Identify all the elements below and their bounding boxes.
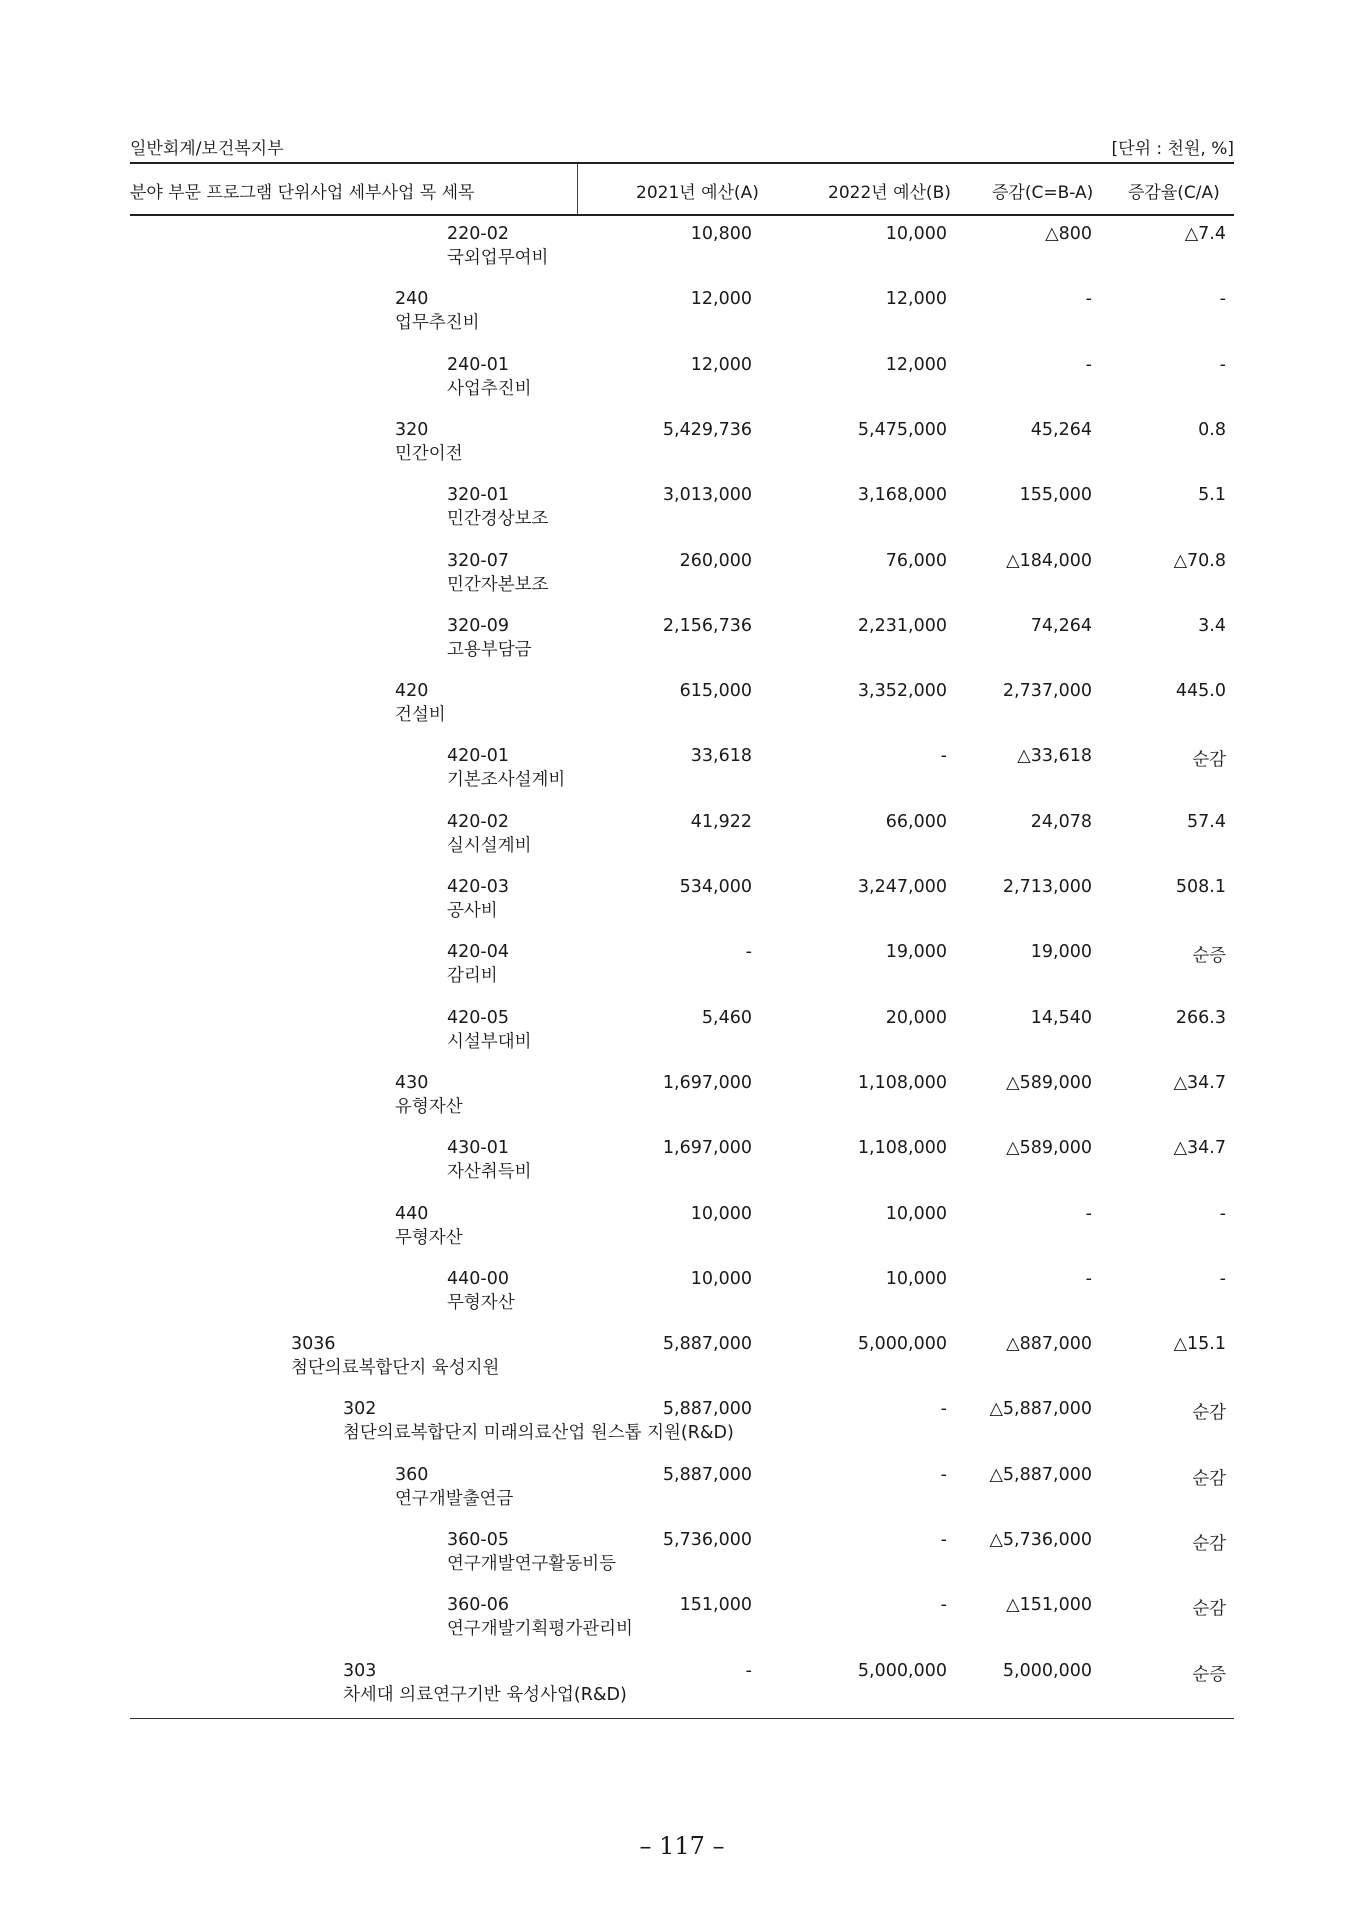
row-budget-2022: 1,108,000 [857, 1072, 947, 1093]
row-budget-2021: 10,000 [690, 1203, 752, 1224]
header-divider [577, 164, 578, 216]
row-budget-2021: 33,618 [690, 746, 752, 767]
row-name: 실시설계비 [447, 835, 532, 856]
row-code: 430 [395, 1072, 429, 1093]
row-change: 5,000,000 [1002, 1660, 1092, 1681]
table-row [130, 222, 1234, 287]
row-budget-2021: 41,922 [690, 811, 752, 832]
row-change-rate: 순감 [1192, 1534, 1226, 1554]
row-change-rate: - [1219, 354, 1226, 375]
row-name: 자산취득비 [447, 1162, 532, 1183]
row-budget-2021: 12,000 [690, 354, 752, 375]
row-change-rate: 445.0 [1175, 681, 1226, 702]
account-label: 일반회계/보건복지부 [130, 139, 284, 159]
row-budget-2022: - [940, 1399, 947, 1420]
row-budget-2021: 151,000 [679, 1595, 752, 1616]
row-code: 320-07 [447, 550, 509, 571]
row-name: 첨단의료복합단지 육성지원 [291, 1358, 500, 1379]
row-change-rate: 266.3 [1175, 1007, 1226, 1028]
row-name: 연구개발기획평가관리비 [447, 1619, 633, 1640]
row-budget-2021: 12,000 [690, 289, 752, 310]
row-code: 420-05 [447, 1007, 509, 1028]
row-code: 320-01 [447, 485, 509, 506]
table-row [130, 1593, 1234, 1658]
row-code: 440-00 [447, 1268, 509, 1289]
document-header [130, 134, 1234, 158]
row-change: 45,264 [1030, 419, 1092, 440]
table-row [130, 1267, 1234, 1332]
row-name: 고용부담금 [447, 639, 532, 660]
row-change: △887,000 [1006, 1334, 1092, 1355]
row-change: - [1085, 1203, 1092, 1224]
row-budget-2021: 615,000 [679, 681, 752, 702]
row-budget-2022: 5,475,000 [857, 419, 947, 440]
row-budget-2022: 2,231,000 [857, 615, 947, 636]
row-budget-2022: 10,000 [885, 1203, 947, 1224]
row-name: 연구개발연구활동비등 [447, 1554, 617, 1574]
row-code: 220-02 [447, 224, 509, 244]
row-budget-2021: 10,000 [690, 1268, 752, 1289]
row-budget-2022: 76,000 [885, 550, 947, 571]
row-code: 420-03 [447, 877, 509, 897]
row-name: 감리비 [447, 966, 498, 987]
table-row [130, 1136, 1234, 1201]
row-budget-2021: 534,000 [679, 877, 752, 897]
row-name: 사업추진비 [447, 378, 532, 399]
row-name: 민간자본보조 [447, 574, 549, 595]
row-change-rate: 순감 [1192, 1599, 1226, 1620]
row-budget-2022: 20,000 [885, 1007, 947, 1028]
row-budget-2022: 5,000,000 [857, 1660, 947, 1681]
col-budget-2021: 2021년 예산(A) [636, 183, 759, 203]
table-row [130, 679, 1234, 744]
row-budget-2021: 5,887,000 [662, 1334, 752, 1355]
col-category: 분야 부문 프로그램 단위사업 세부사업 목 세목 [130, 183, 475, 203]
row-change: △5,736,000 [989, 1530, 1092, 1550]
row-change: △151,000 [1006, 1595, 1092, 1616]
row-change-rate: 순증 [1192, 1664, 1226, 1685]
row-name: 민간경상보조 [447, 509, 549, 530]
page-number: – 117 – [639, 1832, 725, 1860]
row-budget-2021: 5,736,000 [662, 1530, 752, 1550]
row-code: 3036 [291, 1334, 336, 1355]
row-budget-2021: 260,000 [679, 550, 752, 571]
row-budget-2022: 5,000,000 [857, 1334, 947, 1355]
row-budget-2022: 3,168,000 [857, 485, 947, 506]
row-budget-2022: 10,000 [885, 1268, 947, 1289]
row-budget-2022: 10,000 [885, 224, 947, 244]
table-row [130, 614, 1234, 679]
row-change-rate: - [1219, 1268, 1226, 1289]
row-budget-2022: 19,000 [885, 942, 947, 963]
table-row [130, 1071, 1234, 1136]
row-change-rate: 순감 [1192, 1403, 1226, 1424]
table-row [130, 744, 1234, 809]
row-change: - [1085, 289, 1092, 310]
table-row [130, 875, 1234, 940]
row-budget-2022: - [940, 1530, 947, 1550]
table-bottom-rule [130, 1718, 1234, 1719]
row-change-rate: △15.1 [1173, 1334, 1226, 1355]
row-change: △589,000 [1006, 1138, 1092, 1159]
row-name: 민간이전 [395, 443, 463, 464]
row-budget-2021: 1,697,000 [662, 1072, 752, 1093]
row-code: 240-01 [447, 354, 509, 375]
row-change-rate: - [1219, 1203, 1226, 1224]
row-change-rate: 순감 [1192, 1468, 1226, 1489]
table-row [130, 1397, 1234, 1462]
row-change-rate: △70.8 [1173, 550, 1226, 571]
row-change: - [1085, 1268, 1092, 1289]
table-row [130, 549, 1234, 614]
row-change: 74,264 [1030, 615, 1092, 636]
row-name: 무형자산 [447, 1292, 515, 1313]
row-change: 14,540 [1030, 1007, 1092, 1028]
col-change: 증감(C=B-A) [992, 183, 1094, 203]
row-code: 320 [395, 419, 429, 440]
row-code: 420 [395, 681, 429, 702]
unit-label: [단위 : 천원, %] [1111, 139, 1234, 159]
row-change-rate: 순감 [1192, 750, 1226, 771]
table-row [130, 287, 1234, 352]
row-name: 무형자산 [395, 1227, 463, 1248]
row-name: 연구개발출연금 [395, 1488, 514, 1509]
table-row [130, 940, 1234, 1005]
row-change: 2,737,000 [1002, 681, 1092, 702]
row-budget-2021: 5,887,000 [662, 1464, 752, 1485]
row-change-rate: △34.7 [1173, 1138, 1226, 1159]
row-name: 공사비 [447, 901, 498, 921]
table-row [130, 1659, 1234, 1724]
row-change: △5,887,000 [989, 1464, 1092, 1485]
row-budget-2021: 1,697,000 [662, 1138, 752, 1159]
row-budget-2022: - [940, 1595, 947, 1616]
row-budget-2022: 3,247,000 [857, 877, 947, 897]
row-change: 24,078 [1030, 811, 1092, 832]
table-row [130, 353, 1234, 418]
row-change: 2,713,000 [1002, 877, 1092, 897]
row-change-rate: △7.4 [1184, 224, 1226, 244]
table-row [130, 1463, 1234, 1528]
row-budget-2021: - [745, 942, 752, 963]
row-code: 303 [343, 1660, 377, 1681]
row-budget-2021: 5,460 [701, 1007, 752, 1028]
table-row [130, 810, 1234, 875]
row-change: △33,618 [1017, 746, 1092, 767]
row-budget-2021: 5,887,000 [662, 1399, 752, 1420]
row-name: 차세대 의료연구기반 육성사업(R&D) [343, 1684, 627, 1705]
row-change: △5,887,000 [989, 1399, 1092, 1420]
row-budget-2022: 3,352,000 [857, 681, 947, 702]
table-row [130, 1202, 1234, 1267]
row-change-rate: 0.8 [1198, 419, 1226, 440]
row-budget-2022: 66,000 [885, 811, 947, 832]
row-change-rate: 3.4 [1198, 615, 1226, 636]
row-code: 360-05 [447, 1530, 509, 1550]
row-budget-2021: 5,429,736 [662, 419, 752, 440]
row-change-rate: 순증 [1192, 946, 1226, 967]
table-row [130, 1006, 1234, 1071]
row-code: 360-06 [447, 1595, 509, 1616]
row-name: 시설부대비 [447, 1031, 532, 1052]
header-bottom-rule [130, 214, 1234, 216]
row-code: 430-01 [447, 1138, 509, 1159]
row-name: 국외업무여비 [447, 248, 549, 268]
col-budget-2022: 2022년 예산(B) [828, 183, 951, 203]
row-change: △184,000 [1006, 550, 1092, 571]
row-change-rate: △34.7 [1173, 1072, 1226, 1093]
row-change: △800 [1045, 224, 1092, 244]
row-budget-2021: - [745, 1660, 752, 1681]
row-change-rate: 57.4 [1187, 811, 1226, 832]
row-budget-2021: 2,156,736 [662, 615, 752, 636]
row-budget-2022: - [940, 1464, 947, 1485]
table-row [130, 1528, 1234, 1593]
row-code: 320-09 [447, 615, 509, 636]
row-code: 302 [343, 1399, 377, 1420]
row-code: 420-01 [447, 746, 509, 767]
row-budget-2022: - [940, 746, 947, 767]
row-change: - [1085, 354, 1092, 375]
row-name: 건설비 [395, 705, 446, 726]
row-change-rate: 508.1 [1175, 877, 1226, 897]
row-change: △589,000 [1006, 1072, 1092, 1093]
row-name: 첨단의료복합단지 미래의료산업 원스톱 지원(R&D) [343, 1423, 734, 1444]
table-row [130, 1332, 1234, 1397]
row-name: 기본조사설계비 [447, 770, 566, 791]
col-change-rate: 증감율(C/A) [1128, 183, 1220, 203]
row-budget-2022: 1,108,000 [857, 1138, 947, 1159]
row-budget-2021: 3,013,000 [662, 485, 752, 506]
row-code: 420-04 [447, 942, 509, 963]
row-budget-2022: 12,000 [885, 289, 947, 310]
row-code: 440 [395, 1203, 429, 1224]
row-budget-2021: 10,800 [690, 224, 752, 244]
row-change: 155,000 [1019, 485, 1092, 506]
row-code: 240 [395, 289, 429, 310]
row-name: 유형자산 [395, 1096, 463, 1117]
row-code: 360 [395, 1464, 429, 1485]
table-row [130, 418, 1234, 483]
table-header [130, 164, 1234, 216]
row-name: 업무추진비 [395, 313, 480, 334]
row-code: 420-02 [447, 811, 509, 832]
row-change-rate: 5.1 [1198, 485, 1226, 506]
row-change-rate: - [1219, 289, 1226, 310]
table-row [130, 483, 1234, 548]
row-change: 19,000 [1030, 942, 1092, 963]
row-budget-2022: 12,000 [885, 354, 947, 375]
